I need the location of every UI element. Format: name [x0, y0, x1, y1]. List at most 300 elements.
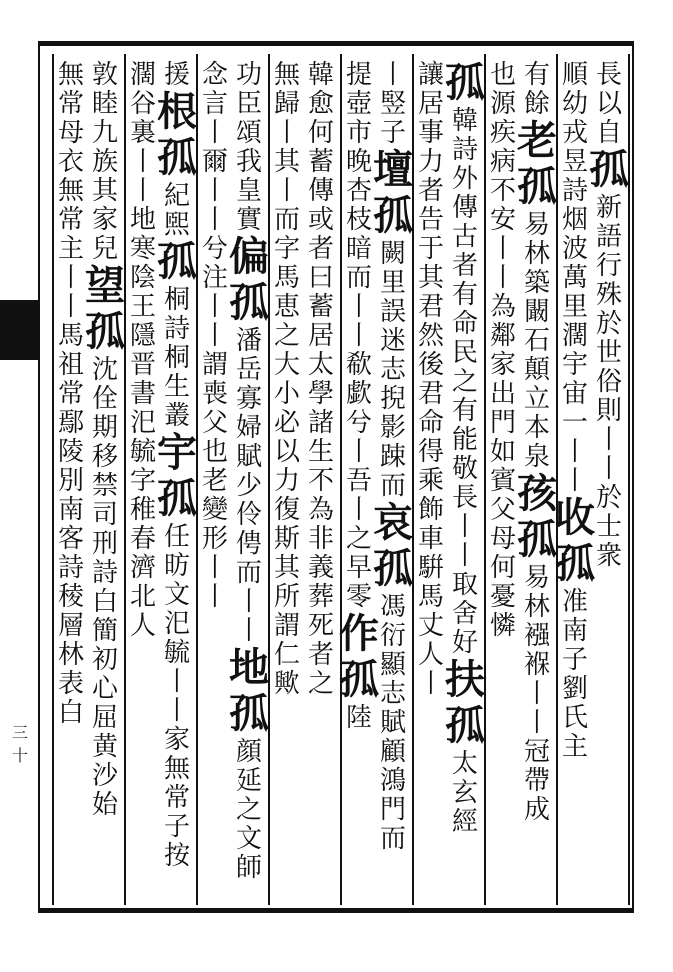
text-char: 士	[595, 511, 622, 542]
text-char: 提	[345, 59, 372, 90]
text-column	[373, 59, 413, 900]
text-char: 父	[489, 494, 516, 525]
text-char: 之	[345, 523, 372, 554]
headword-char: 宇	[157, 429, 197, 476]
text-char: 告	[417, 204, 444, 235]
text-char: 君	[417, 291, 444, 322]
text-char: 學	[307, 378, 334, 409]
text-char: 歔	[345, 378, 372, 409]
text-char: 顛	[523, 354, 550, 385]
text-char: 者	[307, 233, 334, 264]
headword-char: 孤	[157, 134, 197, 181]
text-char: 馮	[379, 591, 406, 622]
text-char: 晋	[129, 349, 156, 380]
text-char: 顯	[379, 649, 406, 680]
headword-char: 作	[339, 610, 379, 657]
text-char: 新	[595, 192, 622, 223]
text-char: 後	[417, 349, 444, 380]
text-char: 憂	[489, 581, 516, 612]
text-char: 鴻	[379, 765, 406, 796]
text-char: 馬	[273, 262, 300, 293]
text-char: 丨	[273, 117, 300, 148]
text-char: 字	[129, 465, 156, 496]
text-char: 念	[201, 59, 228, 90]
text-char: 婦	[235, 412, 262, 443]
text-column	[157, 59, 197, 900]
text-char: 詩	[91, 557, 118, 588]
text-char: 馬	[417, 581, 444, 612]
text-char: 濶	[561, 320, 588, 351]
text-char: 而	[345, 262, 372, 293]
text-char: 曰	[307, 262, 334, 293]
text-char: 丨	[163, 695, 190, 726]
text-char: 生	[307, 436, 334, 467]
text-char: 泉	[523, 441, 550, 472]
text-char: 始	[91, 789, 118, 820]
text-column	[339, 59, 379, 900]
headword-char: 孤	[229, 690, 269, 737]
text-char: 丨	[201, 291, 228, 322]
text-char: 經	[451, 806, 478, 837]
text-char: 丨	[201, 204, 228, 235]
text-char: 丨	[201, 175, 228, 206]
text-char: 於	[595, 308, 622, 339]
text-char: 白	[57, 697, 84, 728]
text-char: 丨	[57, 291, 84, 322]
text-char: 丨	[523, 707, 550, 738]
text-char: 斯	[273, 523, 300, 554]
text-char: 居	[417, 88, 444, 119]
text-char: 安	[489, 204, 516, 235]
text-char: 陰	[129, 262, 156, 293]
text-char: 鄰	[489, 320, 516, 351]
headword-char: 孩	[517, 470, 557, 517]
text-char: 有	[523, 59, 550, 90]
text-char: 林	[523, 591, 550, 622]
text-char: 沈	[91, 354, 118, 385]
text-char: 叢	[163, 400, 190, 431]
text-char: 裏	[129, 117, 156, 148]
text-char: 有	[451, 279, 478, 310]
text-char: 易	[523, 209, 550, 240]
text-char: 言	[201, 88, 228, 119]
text-char: 本	[523, 412, 550, 443]
text-char: 任	[163, 521, 190, 552]
text-char: 諸	[307, 407, 334, 438]
text-char: 事	[417, 117, 444, 148]
text-char: 毓	[129, 436, 156, 467]
text-char: 而	[379, 470, 406, 501]
text-char: 丨	[595, 453, 622, 484]
text-char: 岳	[235, 354, 262, 385]
headword-char: 偏	[229, 233, 269, 280]
text-char: 丨	[129, 146, 156, 177]
text-char: 其	[91, 175, 118, 206]
text-char: 客	[57, 523, 84, 554]
headword-char: 孤	[157, 238, 197, 285]
text-char: 語	[595, 221, 622, 252]
text-char: 汜	[163, 608, 190, 639]
text-char: 波	[561, 233, 588, 264]
text-char: 石	[523, 325, 550, 356]
text-char: 丨	[201, 581, 228, 612]
text-char: 丨	[235, 615, 262, 646]
text-char: 成	[523, 794, 550, 825]
text-char: 而	[235, 557, 262, 588]
text-char: 主	[57, 233, 84, 264]
text-char: 乘	[417, 465, 444, 496]
text-char: 丨	[273, 175, 300, 206]
text-char: 蓄	[307, 291, 334, 322]
text-char: 家	[91, 204, 118, 235]
text-char: 丨	[201, 117, 228, 148]
text-char: 劉	[561, 673, 588, 704]
text-char: 褓	[523, 649, 550, 680]
text-char: 迷	[379, 325, 406, 356]
text-char: 母	[57, 117, 84, 148]
text-char: 子	[163, 811, 190, 842]
text-char: 帶	[523, 765, 550, 796]
text-char: 易	[523, 562, 550, 593]
text-char: 吾	[345, 465, 372, 496]
text-column	[304, 60, 338, 900]
text-char: 命	[417, 407, 444, 438]
headword-char: 孤	[85, 308, 125, 355]
text-char: 踈	[379, 441, 406, 472]
headword-char: 孤	[445, 702, 485, 749]
text-char: 汜	[129, 407, 156, 438]
text-char: 兒	[91, 233, 118, 264]
text-char: 賦	[235, 441, 262, 472]
text-char: 按	[163, 840, 190, 871]
text-char: 誤	[379, 296, 406, 327]
text-char: 玄	[451, 777, 478, 808]
text-char: 丨	[523, 678, 550, 709]
text-char: 無	[273, 59, 300, 90]
text-char: 零	[345, 581, 372, 612]
headword-char: 孤	[229, 279, 269, 326]
text-char: 命	[451, 308, 478, 339]
text-char: 濟	[129, 552, 156, 583]
text-char: 頌	[235, 117, 262, 148]
text-char: 刑	[91, 528, 118, 559]
text-char: 欷	[345, 349, 372, 380]
text-char: 別	[57, 465, 84, 496]
text-char: 里	[561, 291, 588, 322]
text-char: 丨	[379, 59, 406, 90]
text-char: 之	[273, 320, 300, 351]
text-char: 或	[307, 204, 334, 235]
text-char: 王	[129, 291, 156, 322]
text-char: 移	[91, 441, 118, 472]
text-char: 衣	[57, 146, 84, 177]
text-char: 丨	[345, 320, 372, 351]
text-char: 家	[163, 724, 190, 755]
headword-char: 收	[555, 494, 595, 541]
text-char: 字	[273, 233, 300, 264]
text-char: 注	[201, 262, 228, 293]
headword-char: 孤	[373, 192, 413, 239]
text-char: 者	[451, 250, 478, 281]
headword-char: 哀	[373, 499, 413, 546]
text-char: 林	[523, 238, 550, 269]
text-char: 源	[489, 88, 516, 119]
text-char: 舍	[451, 598, 478, 629]
text-char: 主	[561, 731, 588, 762]
text-column	[270, 60, 304, 900]
text-char: 何	[489, 552, 516, 583]
text-char: 紀	[163, 180, 190, 211]
text-char: 書	[129, 378, 156, 409]
text-char: 也	[201, 436, 228, 467]
text-char: 生	[163, 371, 190, 402]
text-char: 丨	[345, 436, 372, 467]
text-char: 謂	[201, 349, 228, 380]
text-char: 宙	[561, 378, 588, 409]
text-char: 隱	[129, 320, 156, 351]
text-char: 人	[417, 639, 444, 670]
text-char: 君	[417, 378, 444, 409]
text-char: 義	[307, 552, 334, 583]
text-char: 騈	[417, 552, 444, 583]
text-char: 烟	[561, 204, 588, 235]
text-char: 喪	[201, 378, 228, 409]
text-char: 鄢	[57, 407, 84, 438]
text-char: 闕	[379, 238, 406, 269]
text-char: 其	[273, 552, 300, 583]
text-char: 世	[595, 337, 622, 368]
text-char: 老	[201, 465, 228, 496]
text-char: 長	[451, 482, 478, 513]
text-char: 毓	[163, 637, 190, 668]
text-char: 形	[201, 523, 228, 554]
text-char: 人	[129, 610, 156, 641]
edge-tab	[0, 300, 40, 360]
text-char: 寡	[235, 383, 262, 414]
text-char: 丨	[451, 511, 478, 542]
text-char: 馬	[57, 320, 84, 351]
text-char: 睦	[91, 88, 118, 119]
text-char: 祖	[57, 349, 84, 380]
text-char: 古	[451, 221, 478, 252]
text-char: 文	[235, 823, 262, 854]
text-char: 得	[417, 436, 444, 467]
text-char: 衆	[595, 540, 622, 571]
text-char: 層	[57, 610, 84, 641]
text-column	[85, 59, 125, 900]
text-char: 其	[417, 262, 444, 293]
text-char: 以	[595, 88, 622, 119]
text-char: 取	[451, 569, 478, 600]
text-char: 者	[307, 639, 334, 670]
text-char: 影	[379, 412, 406, 443]
text-column	[414, 60, 448, 900]
text-char: 氏	[561, 702, 588, 733]
text-char: 伶	[235, 499, 262, 530]
text-char: 小	[273, 378, 300, 409]
text-char: 大	[273, 349, 300, 380]
headword-char: 老	[517, 117, 557, 164]
text-char: 闞	[523, 296, 550, 327]
text-char: 長	[595, 59, 622, 90]
text-char: 憐	[489, 610, 516, 641]
text-char: 衍	[379, 620, 406, 651]
text-char: 無	[163, 753, 190, 784]
text-char: 恵	[273, 291, 300, 322]
text-char: 北	[129, 581, 156, 612]
text-char: 何	[307, 117, 334, 148]
text-column	[198, 60, 232, 900]
text-char: 無	[57, 175, 84, 206]
text-char: 潘	[235, 325, 262, 356]
headword-char: 孤	[445, 59, 485, 106]
text-char: 幼	[561, 88, 588, 119]
text-char: 詩	[561, 175, 588, 206]
text-char: 准	[561, 586, 588, 617]
text-char: 地	[129, 204, 156, 235]
text-char: 丨	[129, 175, 156, 206]
text-char: 丨	[417, 668, 444, 699]
headword-char: 根	[157, 88, 197, 135]
text-char: 丨	[595, 424, 622, 455]
text-char: 傳	[307, 175, 334, 206]
text-char: 仁	[273, 639, 300, 670]
text-char: 昱	[561, 146, 588, 177]
text-char: 丨	[345, 291, 372, 322]
text-char: 之	[451, 366, 478, 397]
text-char: 援	[163, 59, 190, 90]
text-char: 餘	[523, 88, 550, 119]
headword-char: 孤	[517, 516, 557, 563]
text-char: 歟	[273, 668, 300, 699]
text-char: 詩	[163, 313, 190, 344]
text-char: 南	[561, 615, 588, 646]
text-char: 好	[451, 627, 478, 658]
text-char: 於	[595, 482, 622, 513]
text-char: 之	[307, 668, 334, 699]
text-char: 初	[91, 644, 118, 675]
text-char: 葬	[307, 581, 334, 612]
text-char: 丈	[417, 610, 444, 641]
text-char: 自	[595, 117, 622, 148]
text-char: 也	[489, 59, 516, 90]
text-char: 家	[489, 349, 516, 380]
text-char: 以	[273, 436, 300, 467]
text-column	[126, 60, 160, 900]
text-char: 冠	[523, 736, 550, 767]
text-char: 如	[489, 436, 516, 467]
text-char: 稜	[57, 581, 84, 612]
text-char: 常	[57, 378, 84, 409]
text-column	[445, 59, 485, 900]
headword-char: 孤	[339, 656, 379, 703]
text-char: 殊	[595, 279, 622, 310]
text-column	[54, 60, 88, 900]
text-char: 愈	[307, 88, 334, 119]
text-char: 民	[451, 337, 478, 368]
text-char: 必	[273, 407, 300, 438]
text-char: 子	[561, 644, 588, 675]
text-char: 則	[595, 395, 622, 426]
text-char: 敬	[451, 453, 478, 484]
text-char: 丨	[451, 540, 478, 571]
headword-char: 望	[85, 262, 125, 309]
text-char: 者	[417, 175, 444, 206]
text-char: 濶	[129, 59, 156, 90]
text-char: 讓	[417, 59, 444, 90]
text-char: 黄	[91, 731, 118, 762]
text-column	[589, 59, 629, 900]
text-char: 丨	[57, 262, 84, 293]
text-char: 病	[489, 146, 516, 177]
text-char: 然	[417, 320, 444, 351]
text-char: 門	[379, 794, 406, 825]
text-char: 屈	[91, 702, 118, 733]
text-char: 丨	[201, 552, 228, 583]
text-char: 敦	[91, 59, 118, 90]
text-char: 太	[451, 748, 478, 779]
text-char: 復	[273, 494, 300, 525]
text-char: 賦	[379, 707, 406, 738]
text-column	[555, 59, 595, 900]
text-char: 力	[273, 465, 300, 496]
text-char: 文	[163, 579, 190, 610]
text-char: 萬	[561, 262, 588, 293]
text-char: 簡	[91, 615, 118, 646]
text-char: 一	[561, 407, 588, 438]
text-char: 司	[91, 499, 118, 530]
text-char: 常	[163, 782, 190, 813]
text-char: 父	[201, 407, 228, 438]
text-char: 丨	[345, 494, 372, 525]
text-char: 沙	[91, 760, 118, 791]
text-char: 陸	[345, 702, 372, 733]
text-char: 死	[307, 610, 334, 641]
text-char: 師	[235, 852, 262, 883]
text-char: 早	[345, 552, 372, 583]
text-char: 林	[57, 639, 84, 670]
text-char: 行	[595, 250, 622, 281]
text-char: 谷	[129, 88, 156, 119]
text-column	[486, 60, 520, 900]
text-char: 晚	[345, 146, 372, 177]
text-char: 于	[417, 233, 444, 264]
text-char: 車	[417, 523, 444, 554]
text-char: 佺	[91, 383, 118, 414]
text-char: 傳	[451, 192, 478, 223]
text-char: 居	[307, 320, 334, 351]
text-char: 謂	[273, 610, 300, 641]
text-char: 其	[273, 146, 300, 177]
text-char: 功	[235, 59, 262, 90]
headword-char: 地	[229, 644, 269, 691]
text-char: 南	[57, 494, 84, 525]
text-char: 俗	[595, 366, 622, 397]
text-char: 延	[235, 765, 262, 796]
text-char: 顔	[235, 736, 262, 767]
text-char: 蓄	[307, 146, 334, 177]
text-char: 常	[57, 204, 84, 235]
text-column	[229, 59, 269, 900]
text-char: 丨	[489, 262, 516, 293]
text-char: 禁	[91, 470, 118, 501]
text-char: 暗	[345, 233, 372, 264]
text-char: 疾	[489, 117, 516, 148]
text-char: 期	[91, 412, 118, 443]
headword-char: 孤	[517, 163, 557, 210]
text-char: 桐	[163, 284, 190, 315]
text-char: 立	[523, 383, 550, 414]
